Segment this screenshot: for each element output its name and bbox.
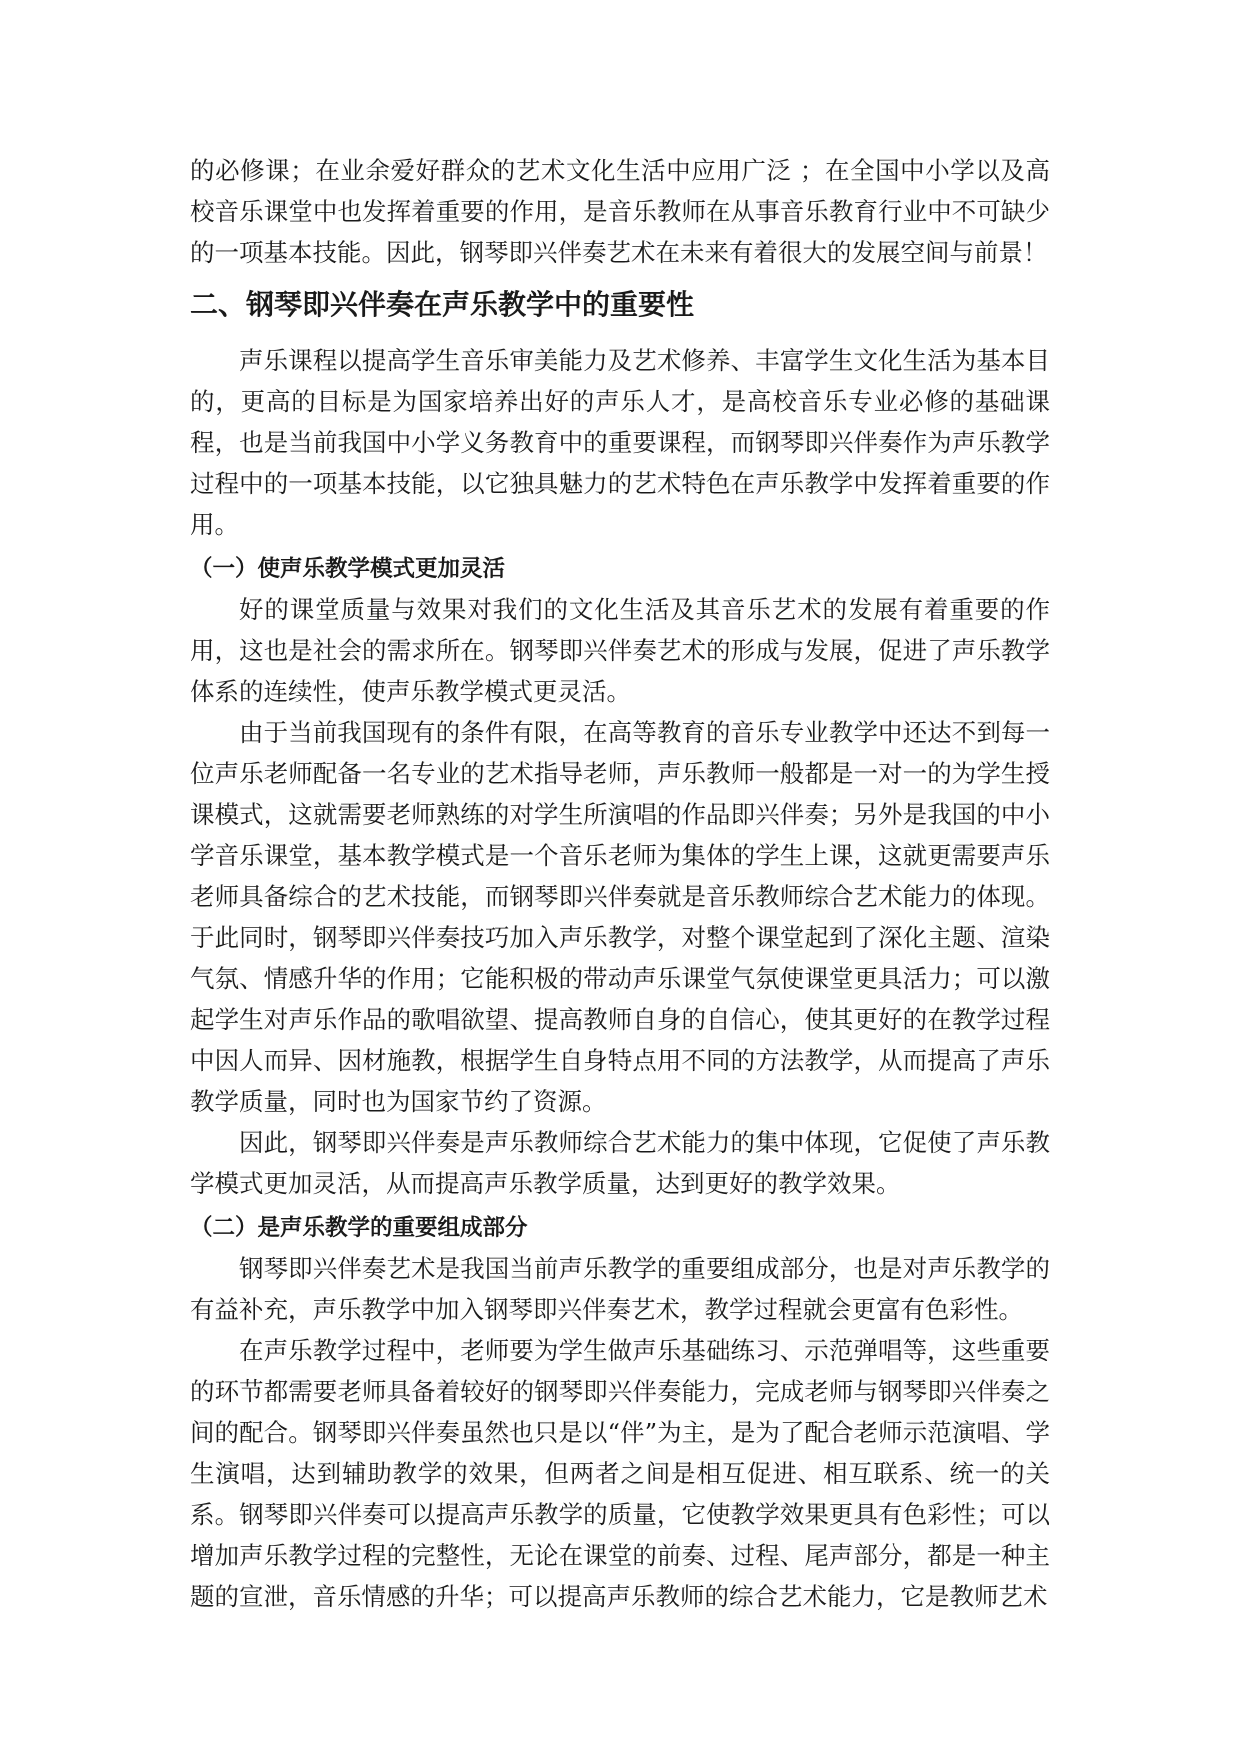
- paragraph-continued: 的必修课；在业余爱好群众的艺术文化生活中应用广泛 ；在全国中小学以及高校音乐课堂中也发挥着重要的作用，是音乐教师在从事音乐教育行业中不可缺少的一项基本技能。因此，钢琴即兴伴奏艺术在未来有着很大的发展空间与前景！: [190, 156, 1050, 267]
- paragraph-3: 因此，钢琴即兴伴奏是声乐教师综合艺术能力的集中体现，它促使了声乐教学模式更加灵活，从而提高声乐教学质量，达到更好的教学效果。: [190, 1128, 1050, 1198]
- paragraph-5: 在声乐教学过程中，老师要为学生做声乐基础练习、示范弹唱等，这些重要的环节都需要老师具备着较好的钢琴即兴伴奏能力，完成老师与钢琴即兴伴奏之间的配合。钢琴即兴伴奏虽然也只是以“伴”为主，是为了配合老师示范演唱、学生演唱，达到辅助教学的效果，但两者之间是相互促进、相互联系、统一的关系。钢琴即兴伴奏可以提高声乐教学的质量，它使教学效果更具有色彩性；可以增加声乐教学过程的完整性，无论在课堂的前奏、过程、尾声部分，都是一种主题的宣泄，音乐情感的升华；可以提高声乐教师的综合艺术能力，它是教师艺术: [190, 1336, 1050, 1611]
- paragraph-1: 好的课堂质量与效果对我们的文化生活及其音乐艺术的发展有着重要的作用，这也是社会的需求所在。钢琴即兴伴奏艺术的形成与发展，促进了声乐教学体系的连续性，使声乐教学模式更灵活。: [190, 595, 1050, 706]
- subsection-heading-2: （二）是声乐教学的重要组成部分: [190, 1215, 528, 1241]
- section-heading: 二、钢琴即兴伴奏在声乐教学中的重要性: [190, 288, 695, 321]
- paragraph-4: 钢琴即兴伴奏艺术是我国当前声乐教学的重要组成部分，也是对声乐教学的有益补充，声乐教学中加入钢琴即兴伴奏艺术，教学过程就会更富有色彩性。: [190, 1254, 1050, 1324]
- paragraph-intro: 声乐课程以提高学生音乐审美能力及艺术修养、丰富学生文化生活为基本目的，更高的目标是为国家培养出好的声乐人才，是高校音乐专业必修的基础课程，也是当前我国中小学义务教育中的重要课程，而钢琴即兴伴奏作为声乐教学过程中的一项基本技能，以它独具魅力的艺术特色在声乐教学中发挥着重要的作用。: [190, 346, 1050, 539]
- document-page: [190, 150, 1050, 1617]
- paragraph-2: 由于当前我国现有的条件有限，在高等教育的音乐专业教学中还达不到每一位声乐老师配备一名专业的艺术指导老师，声乐教师一般都是一对一的为学生授课模式，这就需要老师熟练的对学生所演唱的作品即兴伴奏；另外是我国的中小学音乐课堂，基本教学模式是一个音乐老师为集体的学生上课，这就更需要声乐老师具备综合的艺术技能，而钢琴即兴伴奏就是音乐教师综合艺术能力的体现。于此同时，钢琴即兴伴奏技巧加入声乐教学，对整个课堂起到了深化主题、渲染气氛、情感升华的作用；它能积极的带动声乐课堂气氛使课堂更具活力；可以激起学生对声乐作品的歌唱欲望、提高教师自身的自信心，使其更好的在教学过程中因人而异、因材施教，根据学生自身特点用不同的方法教学，从而提高了声乐教学质量，同时也为国家节约了资源。: [190, 718, 1050, 1116]
- subsection-heading-1: （一）使声乐教学模式更加灵活: [190, 556, 506, 582]
